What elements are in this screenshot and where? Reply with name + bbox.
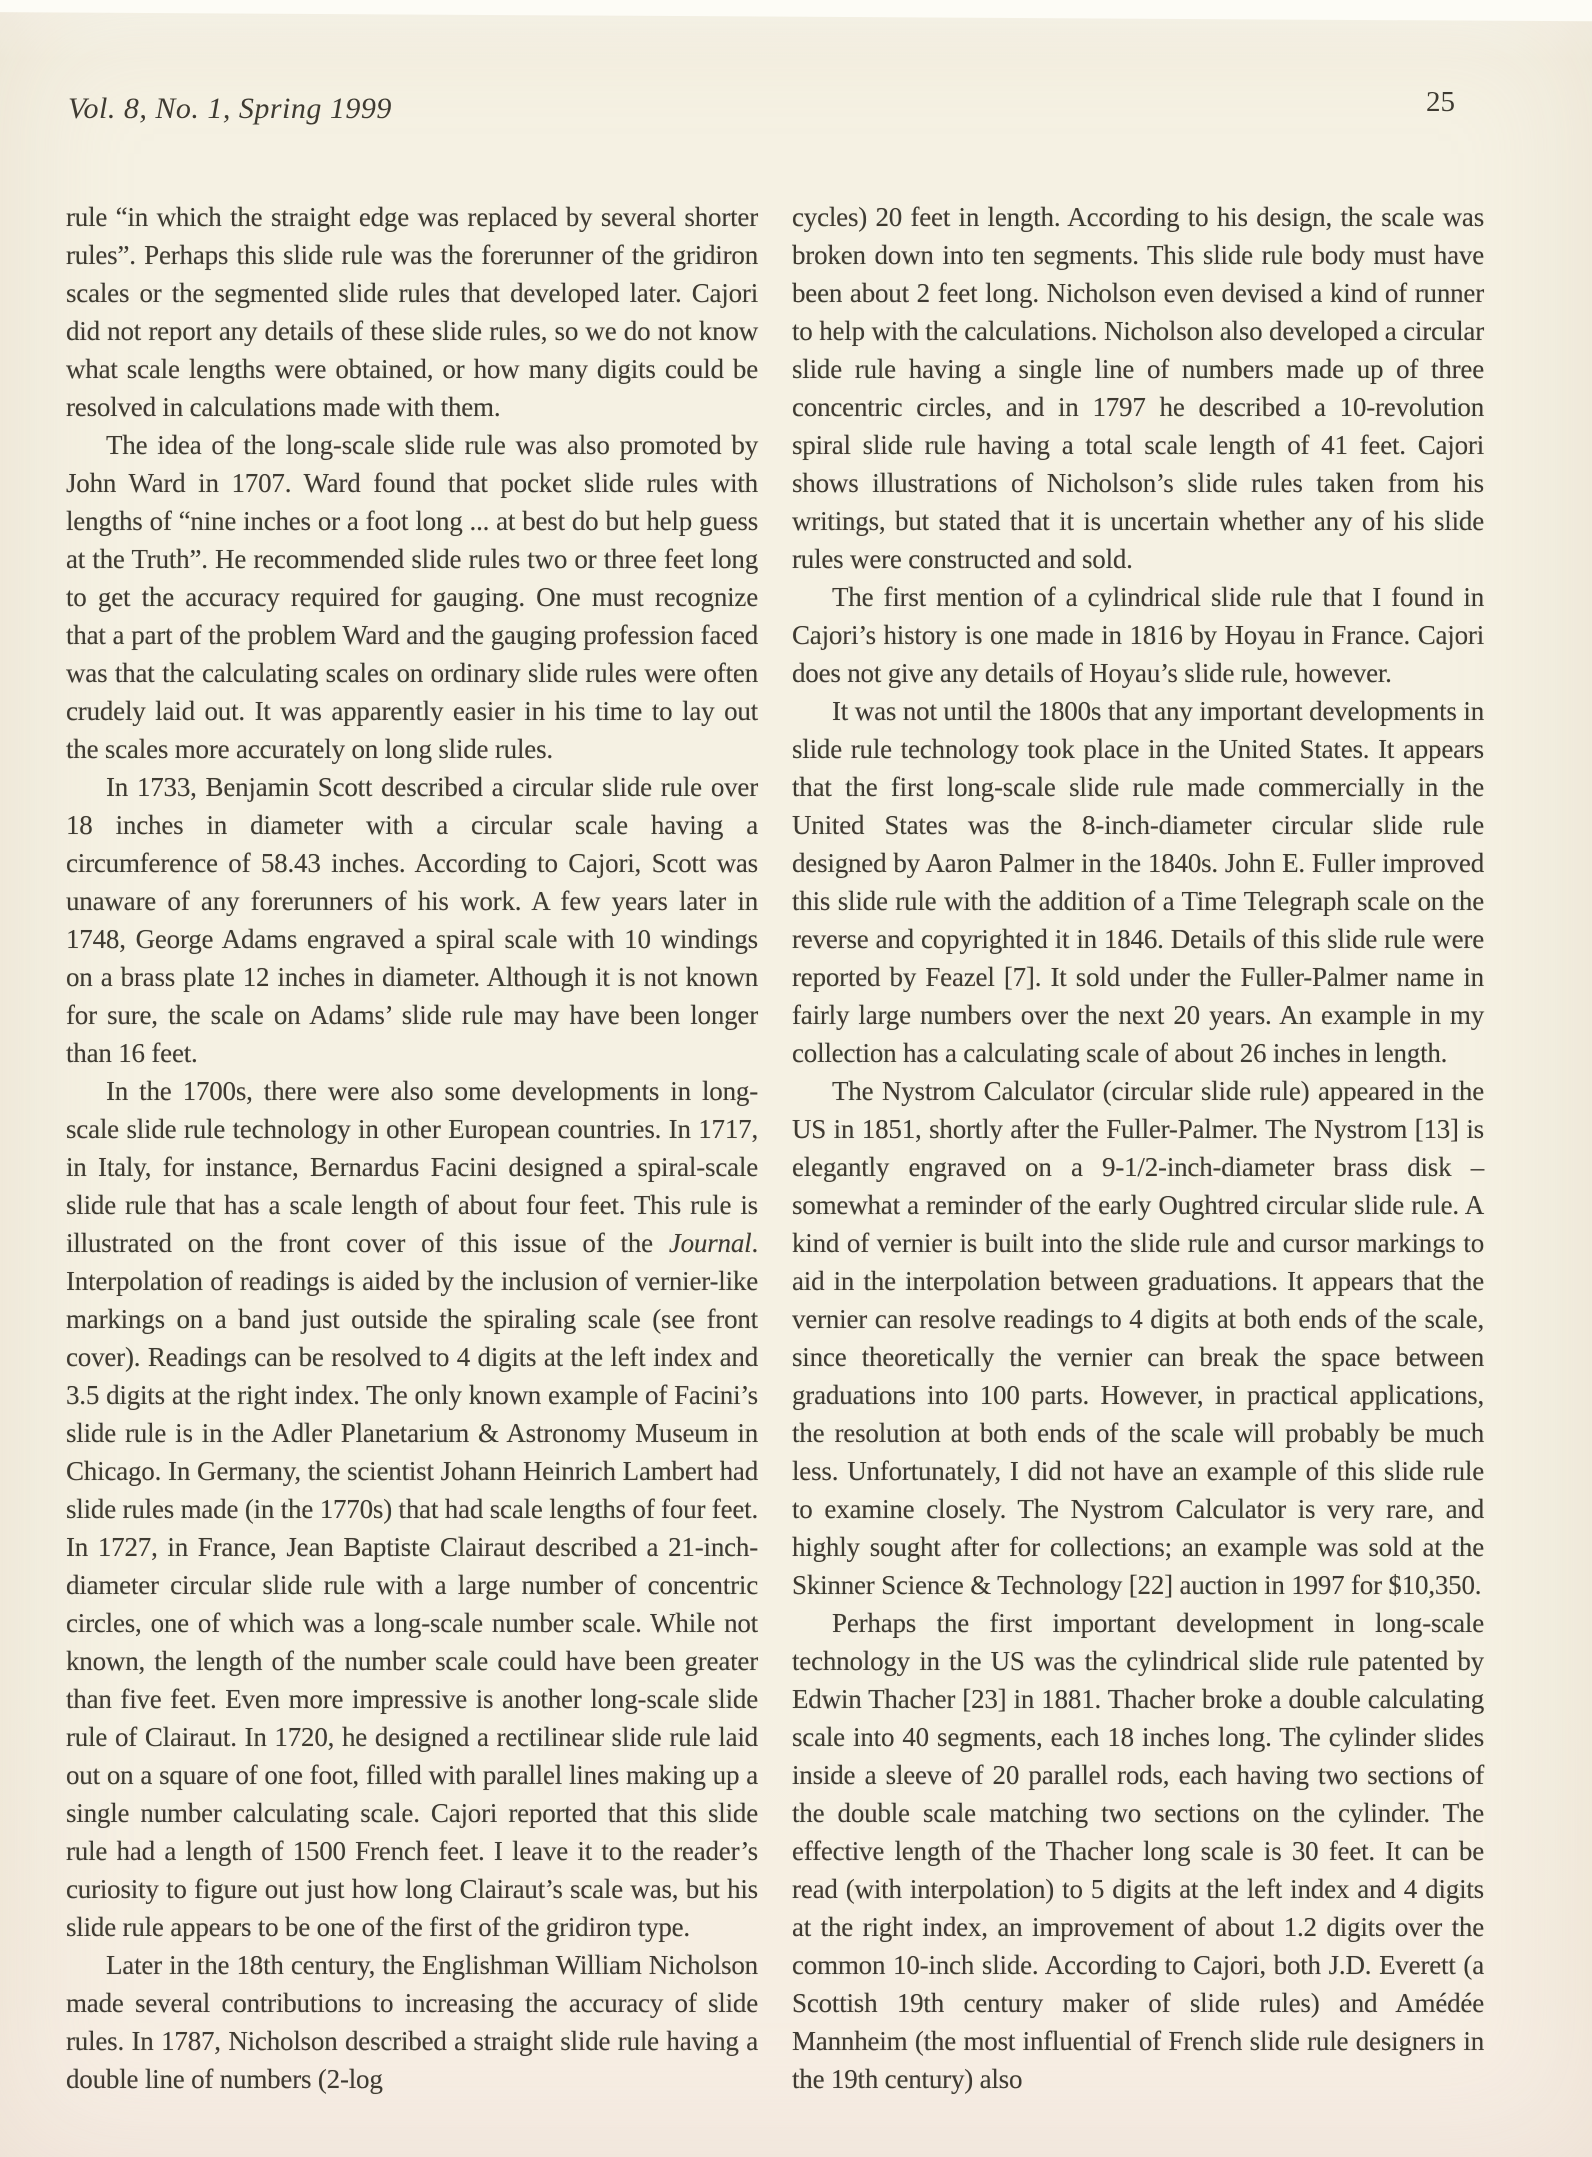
left-column bbox=[66, 198, 758, 2098]
paragraph: In the 1700s, there were also some developments in long-scale slide rule technology in other European countries. In 1717, in Italy, for instance, Bernardus Facini designed a spiral-scale slide rule that has a scale length of about four feet. This rule is illustrated on the front cover of this issue of the Journal. Interpolation of readings is aided by the inclusion of vernier-like markings on a band just outside the spiraling scale (see front cover). Readings can be resolved to 4 digits at the left index and 3.5 digits at the right index. The only known example of Facini’s slide rule is in the Adler Planetarium & Astronomy Museum in Chicago. In Germany, the scientist Johann Heinrich Lambert had slide rules made (in the 1770s) that had scale lengths of four feet. In 1727, in France, Jean Baptiste Clairaut described a 21-inch-diameter circular slide rule with a large number of concentric circles, one of which was a long-scale number scale. While not known, the length of the number scale could have been greater than five feet. Even more impressive is another long-scale slide rule of Clairaut. In 1720, he designed a rectilinear slide rule laid out on a square of one foot, filled with parallel lines making up a single number calculating scale. Cajori reported that this slide rule had a length of 1500 French feet. I leave it to the reader’s curiosity to figure out just how long Clairaut’s scale was, but his slide rule appears to be one of the first of the gridiron type. bbox=[66, 1076, 758, 1942]
paragraph: The first mention of a cylindrical slide rule that I found in Cajori’s history is one made in 1816 by Hoyau in France. Cajori does not give any details of Hoyau’s slide rule, however. bbox=[792, 582, 1484, 688]
paragraph: In 1733, Benjamin Scott described a circular slide rule over 18 inches in diameter with a circular scale having a circumference of 58.43 inches. According to Cajori, Scott was unaware of any forerunners of his work. A few years later in 1748, George Adams engraved a spiral scale with 10 windings on a brass plate 12 inches in diameter. Although it is not known for sure, the scale on Adams’ slide rule may have been longer than 16 feet. bbox=[66, 772, 758, 1068]
paragraph: The Nystrom Calculator (circular slide rule) appeared in the US in 1851, shortly after the Fuller-Palmer. The Nystrom [13] is elegantly engraved on a 9-1/2-inch-diameter brass disk – somewhat a reminder of the early Oughtred circular slide rule. A kind of vernier is built into the slide rule and cursor markings to aid in the interpolation between graduations. It appears that the vernier can resolve readings to 4 digits at both ends of the scale, since theoretically the vernier can break the space between graduations into 100 parts. However, in practical applications, the resolution at both ends of the scale will probably be much less. Unfortunately, I did not have an example of this slide rule to examine closely. The Nystrom Calculator is very rare, and highly sought after for collections; an example was sold at the Skinner Science & Technology [22] auction in 1997 for $10,350. bbox=[792, 1076, 1484, 1600]
paragraph: The idea of the long-scale slide rule was also promoted by John Ward in 1707. Ward found that pocket slide rules with lengths of “nine inches or a foot long ... at best do but help guess at the Truth”. He recommended slide rules two or three feet long to get the accuracy required for gauging. One must recognize that a part of the problem Ward and the gauging profession faced was that the calculating scales on ordinary slide rules were often crudely laid out. It was apparently easier in his time to lay out the scales more accurately on long slide rules. bbox=[66, 430, 758, 764]
paragraph: cycles) 20 feet in length. According to his design, the scale was broken down into ten segments. This slide rule body must have been about 2 feet long. Nicholson even devised a kind of runner to help with the calculations. Nicholson also developed a circular slide rule having a single line of numbers made up of three concentric circles, and in 1797 he described a 10-revolution spiral slide rule having a total scale length of 41 feet. Cajori shows illustrations of Nicholson’s slide rules taken from his writings, but stated that it is uncertain whether any of his slide rules were constructed and sold. bbox=[792, 202, 1484, 574]
paragraph: rule “in which the straight edge was replaced by several shorter rules”. Perhaps this slide rule was the forerunner of the gridiron scales or the segmented slide rules that developed later. Cajori did not report any details of these slide rules, so we do not know what scale lengths were obtained, or how many digits could be resolved in calculations made with them. bbox=[66, 202, 758, 422]
paragraph: Later in the 18th century, the Englishman William Nicholson made several contributions to increasing the accuracy of slide rules. In 1787, Nicholson described a straight slide rule having a double line of numbers (2-log bbox=[66, 1950, 758, 2094]
right-column bbox=[792, 198, 1484, 2098]
scan-edge bbox=[0, 0, 1592, 22]
paragraph: Perhaps the first important development in long-scale technology in the US was the cylindrical slide rule patented by Edwin Thacher [23] in 1881. Thacher broke a double calculating scale into 40 segments, each 18 inches long. The cylinder slides inside a sleeve of 20 parallel rods, each having two sections of the double scale matching two sections on the cylinder. The effective length of the Thacher long scale is 30 feet. It can be read (with interpolation) to 5 digits at the left index and 4 digits at the right index, an improvement of about 1.2 digits over the common 10-inch slide. According to Cajori, both J.D. Everett (a Scottish 19th century maker of slide rules) and Amédée Mannheim (the most influential of French slide rule designers in the 19th century) also bbox=[792, 1608, 1484, 2094]
running-head-issue: Vol. 8, No. 1, Spring 1999 bbox=[68, 92, 392, 125]
paragraph: It was not until the 1800s that any important developments in slide rule technology took place in the United States. It appears that the first long-scale slide rule made commercially in the United States was the 8-inch-diameter circular slide rule designed by Aaron Palmer in the 1840s. John E. Fuller improved this slide rule with the addition of a Time Telegraph scale on the reverse and copyrighted it in 1846. Details of this slide rule were reported by Feazel [7]. It sold under the Fuller-Palmer name in fairly large numbers over the next 20 years. An example in my collection has a calculating scale of about 26 inches in length. bbox=[792, 696, 1484, 1068]
page-number: 25 bbox=[1426, 86, 1455, 118]
